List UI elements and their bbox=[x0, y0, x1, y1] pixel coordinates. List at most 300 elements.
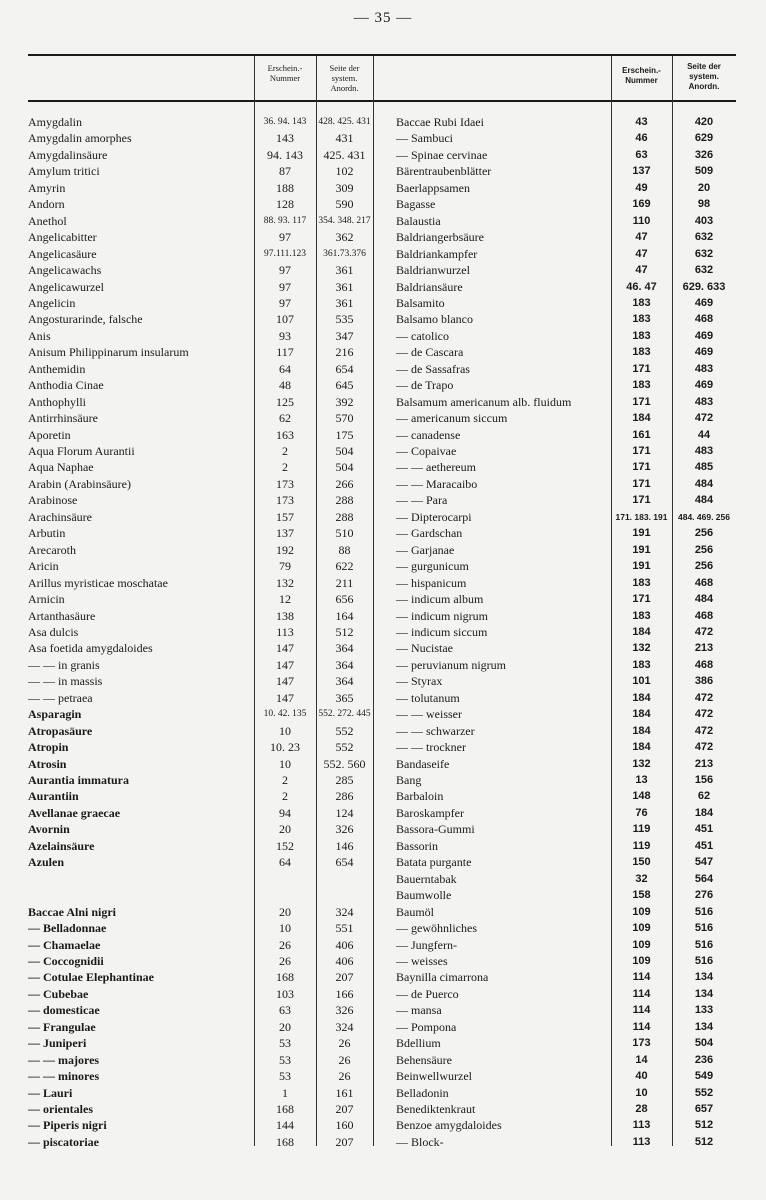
left-seite-header: Seite der system. Anordn. bbox=[329, 63, 360, 93]
entry-seite-number: 484. 469. 256 bbox=[678, 511, 730, 522]
entry-seite-number: 386 bbox=[694, 675, 714, 688]
entry-seite-number: 361.73.376 bbox=[323, 248, 366, 259]
entry-name: — Juniperi bbox=[28, 1036, 87, 1051]
entry-name: — americanum siccum bbox=[396, 411, 508, 426]
entry-erschein-number: 168 bbox=[276, 1102, 294, 1116]
index-entry-row bbox=[0, 772, 766, 788]
entry-seite-number: 484 bbox=[694, 593, 714, 606]
index-entry-row bbox=[0, 394, 766, 410]
left-erschein-header: Erschein.- Nummer bbox=[267, 63, 303, 83]
entry-erschein-number: 158 bbox=[632, 889, 651, 902]
entry-erschein-number: 184 bbox=[632, 724, 651, 737]
entry-seite-number: 504 bbox=[335, 444, 354, 458]
index-entry-row bbox=[0, 459, 766, 475]
entry-name: Angelicin bbox=[28, 295, 76, 310]
entry-erschein-number: 183 bbox=[632, 313, 651, 326]
entry-erschein-number: 40 bbox=[635, 1070, 648, 1083]
entry-name: — indicum nigrum bbox=[396, 608, 488, 623]
entry-erschein-number: 47 bbox=[635, 247, 648, 260]
entry-erschein-number: 49 bbox=[635, 181, 648, 194]
entry-name: — Cubebae bbox=[28, 986, 89, 1001]
entry-erschein-number: 109 bbox=[632, 905, 651, 918]
index-entry-row bbox=[0, 542, 766, 558]
entry-seite-number: 211 bbox=[335, 575, 354, 590]
entry-name: Azelainsäure bbox=[28, 838, 95, 853]
entry-erschein-number: 63 bbox=[635, 148, 648, 161]
entry-name: Beinwellwurzel bbox=[396, 1069, 472, 1084]
entry-erschein-number: 64 bbox=[279, 855, 291, 870]
index-entry-row bbox=[0, 1002, 766, 1018]
entry-seite-number: 622 bbox=[335, 559, 354, 574]
entry-erschein-number: 192 bbox=[276, 542, 294, 557]
entry-seite-number: 362 bbox=[335, 230, 354, 245]
entry-name: — hispanicum bbox=[396, 575, 467, 590]
entry-seite-number: 425. 431 bbox=[323, 147, 366, 162]
index-entry-row bbox=[0, 608, 766, 624]
entry-name: Arbutin bbox=[28, 526, 66, 541]
entry-name: — de Puerco bbox=[396, 986, 459, 1001]
index-entry-row bbox=[0, 788, 766, 804]
entry-name: Barbaloin bbox=[396, 789, 444, 804]
entry-name: — Chamaelae bbox=[28, 937, 101, 952]
entry-name: — — weisser bbox=[396, 707, 462, 722]
entry-erschein-number: 183 bbox=[632, 329, 651, 342]
entry-seite-number: 166 bbox=[335, 986, 354, 1001]
index-entry-row bbox=[0, 1035, 766, 1051]
page-number: — 35 — bbox=[353, 10, 413, 26]
entry-seite-number: 134 bbox=[694, 971, 714, 984]
entry-name: — domesticae bbox=[28, 1003, 100, 1018]
entry-erschein-number: 119 bbox=[632, 823, 651, 836]
entry-name: — — in granis bbox=[28, 657, 100, 672]
index-entry-row bbox=[0, 591, 766, 607]
entry-erschein-number: 93 bbox=[279, 328, 291, 343]
index-entry-row bbox=[0, 690, 766, 706]
entry-seite-number: 354. 348. 217 bbox=[318, 215, 371, 226]
entry-name: — Frangulae bbox=[28, 1019, 96, 1034]
entry-name: Angelicasäure bbox=[28, 246, 97, 261]
entry-name: Balsamito bbox=[396, 295, 445, 310]
entry-erschein-number: 10 bbox=[635, 1086, 648, 1099]
index-entry-row bbox=[0, 904, 766, 920]
entry-name: — orientales bbox=[28, 1102, 93, 1116]
entry-seite-number: 213 bbox=[694, 642, 714, 655]
entry-seite-number: 512 bbox=[694, 1135, 714, 1148]
index-entry-row bbox=[0, 196, 766, 212]
entry-seite-number: 102 bbox=[335, 164, 354, 179]
index-entry-row bbox=[0, 130, 766, 146]
entry-name: — Sambuci bbox=[396, 131, 453, 146]
entry-name: — — schwarzer bbox=[396, 723, 475, 738]
index-entry-row bbox=[0, 1068, 766, 1084]
index-entry-row bbox=[0, 262, 766, 278]
entry-name: Amyrin bbox=[28, 180, 66, 195]
entry-seite-number: 590 bbox=[335, 197, 354, 212]
right-seite-header: Seite der system. Anordn. bbox=[687, 62, 721, 91]
entry-seite-number: 364 bbox=[335, 657, 354, 672]
entry-erschein-number: 171 bbox=[632, 461, 651, 474]
entry-name: — Lauri bbox=[28, 1085, 73, 1100]
entry-name: Aricin bbox=[28, 559, 59, 574]
entry-erschein-number: 113 bbox=[276, 624, 294, 639]
entry-seite-number: 406 bbox=[335, 953, 354, 968]
entry-erschein-number: 63 bbox=[279, 1003, 291, 1018]
entry-name: — Belladonnae bbox=[28, 921, 107, 936]
entry-name: Aporetin bbox=[28, 427, 71, 442]
entry-seite-number: 347 bbox=[335, 328, 354, 343]
entry-seite-number: 547 bbox=[694, 856, 714, 869]
entry-erschein-number: 110 bbox=[632, 214, 651, 227]
entry-erschein-number: 1 bbox=[282, 1085, 288, 1100]
entry-seite-number: 468 bbox=[694, 658, 714, 671]
entry-seite-number: 632 bbox=[694, 264, 714, 277]
index-entry-row bbox=[0, 953, 766, 969]
entry-name: — — Para bbox=[396, 493, 448, 508]
entry-name: Aqua Naphae bbox=[28, 460, 94, 475]
entry-seite-number: 276 bbox=[694, 889, 714, 902]
entry-name: — Copaivae bbox=[396, 444, 457, 458]
entry-name: Amygdalin bbox=[28, 115, 82, 129]
entry-seite-number: 213 bbox=[694, 757, 714, 770]
entry-name: Artanthasäure bbox=[28, 608, 96, 623]
entry-erschein-number: 97 bbox=[279, 295, 291, 310]
entry-seite-number: 468 bbox=[694, 313, 714, 326]
entry-seite-number: 286 bbox=[335, 789, 354, 804]
index-entry-row bbox=[0, 344, 766, 360]
entry-erschein-number: 147 bbox=[276, 657, 294, 672]
right-erschein-header: Erschein.- Nummer bbox=[622, 66, 661, 85]
entry-seite-number: 98 bbox=[697, 198, 711, 211]
entry-seite-number: 256 bbox=[694, 527, 714, 540]
entry-name: Baumöl bbox=[396, 904, 434, 919]
entry-name: Anethol bbox=[28, 213, 67, 228]
entry-erschein-number: 171 bbox=[632, 477, 651, 490]
entry-name: Balsamum americanum alb. fluidum bbox=[396, 394, 572, 409]
entry-name: — Nucistae bbox=[396, 641, 453, 656]
entry-erschein-number: 10. 42. 135 bbox=[263, 709, 307, 720]
entry-seite-number: 288 bbox=[335, 509, 354, 524]
index-entry-row bbox=[0, 723, 766, 739]
entry-name: — Jungfern- bbox=[396, 937, 457, 952]
entry-erschein-number: 46. 47 bbox=[626, 280, 657, 293]
entry-erschein-number: 147 bbox=[276, 641, 294, 656]
index-entry-row bbox=[0, 377, 766, 393]
entry-erschein-number: 171 bbox=[632, 494, 651, 507]
index-entry-row bbox=[0, 410, 766, 426]
entry-name: Angelicabitter bbox=[28, 230, 97, 245]
header-rule bbox=[28, 100, 736, 102]
entry-name: Baldriankampfer bbox=[396, 246, 478, 261]
entry-erschein-number: 163 bbox=[276, 427, 294, 442]
entry-erschein-number: 2 bbox=[282, 460, 288, 475]
entry-name: — — minores bbox=[28, 1069, 100, 1084]
entry-seite-number: 324 bbox=[335, 1019, 354, 1034]
entry-erschein-number: 47 bbox=[635, 231, 648, 244]
entry-name: — de Sassafras bbox=[396, 361, 470, 376]
entry-seite-number: 20 bbox=[697, 181, 711, 194]
entry-erschein-number: 28 bbox=[635, 1103, 648, 1115]
index-entry-row bbox=[0, 887, 766, 903]
entry-name: Arachinsäure bbox=[28, 509, 92, 524]
entry-seite-number: 207 bbox=[335, 1102, 354, 1116]
entry-seite-number: 469 bbox=[694, 296, 714, 309]
entry-seite-number: 156 bbox=[694, 774, 714, 786]
entry-name: Aurantia immatura bbox=[28, 773, 129, 787]
index-entry-row bbox=[0, 838, 766, 854]
entry-erschein-number: 2 bbox=[282, 789, 288, 804]
entry-erschein-number: 157 bbox=[276, 509, 294, 524]
entry-erschein-number: 64 bbox=[279, 361, 291, 376]
entry-erschein-number: 183 bbox=[632, 346, 651, 359]
top-rule bbox=[28, 54, 736, 56]
index-entry-row bbox=[0, 986, 766, 1002]
index-entry-row bbox=[0, 756, 766, 772]
entry-erschein-number: 161 bbox=[632, 428, 651, 441]
entry-seite-number: 656 bbox=[335, 592, 354, 607]
entry-seite-number: 570 bbox=[335, 411, 354, 426]
entry-name: Amygdalin amorphes bbox=[28, 131, 132, 146]
entry-name: Bassora-Gummi bbox=[396, 822, 475, 837]
entry-erschein-number: 10. 23 bbox=[270, 740, 300, 755]
entry-name: — Garjanae bbox=[396, 542, 455, 557]
entry-erschein-number: 47 bbox=[635, 264, 648, 277]
entry-erschein-number: 20 bbox=[279, 1019, 291, 1034]
entry-erschein-number: 88. 93. 117 bbox=[263, 215, 307, 226]
index-entry-row bbox=[0, 854, 766, 870]
entry-seite-number: 484 bbox=[694, 477, 714, 490]
entry-seite-number: 512 bbox=[335, 624, 354, 639]
entry-name: Andorn bbox=[28, 197, 65, 212]
entry-erschein-number: 183 bbox=[632, 296, 651, 309]
entry-name: Benediktenkraut bbox=[396, 1102, 476, 1116]
entry-name: Arecaroth bbox=[28, 542, 76, 557]
entry-seite-number: 472 bbox=[694, 724, 714, 737]
entry-name: Baerlappsamen bbox=[396, 180, 470, 195]
entry-seite-number: 469 bbox=[694, 379, 714, 392]
index-entry-row bbox=[0, 147, 766, 163]
entry-erschein-number: 97.111.123 bbox=[263, 248, 307, 259]
entry-erschein-number: 46 bbox=[635, 132, 648, 145]
entry-seite-number: 504 bbox=[335, 460, 354, 475]
index-entry-row bbox=[0, 509, 766, 525]
entry-seite-number: 516 bbox=[694, 938, 714, 951]
entry-seite-number: 552. 272. 445 bbox=[318, 709, 371, 720]
entry-seite-number: 632 bbox=[694, 231, 714, 244]
entry-seite-number: 184 bbox=[694, 806, 714, 819]
entry-name: — Gardschan bbox=[396, 526, 463, 541]
entry-erschein-number: 143 bbox=[276, 131, 294, 146]
index-entry-row bbox=[0, 525, 766, 541]
entry-seite-number: 88 bbox=[338, 542, 351, 557]
entry-erschein-number: 32 bbox=[635, 872, 648, 885]
entry-seite-number: 266 bbox=[335, 476, 354, 491]
entry-erschein-number: 62 bbox=[279, 411, 291, 426]
entry-erschein-number: 168 bbox=[276, 970, 294, 985]
index-entry-row bbox=[0, 1101, 766, 1117]
entry-name: — Dipterocarpi bbox=[396, 509, 472, 524]
entry-erschein-number: 97 bbox=[279, 263, 291, 278]
index-entry-row bbox=[0, 443, 766, 459]
entry-seite-number: 324 bbox=[335, 904, 354, 919]
entry-seite-number: 504 bbox=[694, 1037, 714, 1050]
entry-seite-number: 632 bbox=[694, 247, 714, 260]
entry-seite-number: 472 bbox=[694, 691, 714, 704]
entry-seite-number: 175 bbox=[335, 427, 354, 442]
index-entry-row bbox=[0, 246, 766, 262]
entry-name: Aqua Florum Aurantii bbox=[28, 444, 135, 458]
entry-seite-number: 516 bbox=[694, 905, 714, 918]
entry-name: Baccae Alni nigri bbox=[28, 904, 116, 919]
entry-erschein-number: 184 bbox=[632, 708, 651, 721]
entry-erschein-number: 113 bbox=[632, 1135, 651, 1148]
entry-erschein-number: 169 bbox=[632, 198, 651, 211]
entry-name: Bagasse bbox=[396, 197, 436, 212]
entry-name: Batata purgante bbox=[396, 855, 472, 870]
entry-erschein-number: 137 bbox=[276, 526, 294, 541]
entry-name: Avellanae graecae bbox=[28, 805, 121, 820]
entry-seite-number: 552 bbox=[694, 1086, 714, 1099]
entry-name: — — in massis bbox=[28, 674, 103, 689]
entry-seite-number: 26 bbox=[338, 1069, 351, 1084]
entry-erschein-number: 184 bbox=[632, 741, 651, 754]
entry-name: Bandaseife bbox=[396, 756, 450, 771]
entry-erschein-number: 26 bbox=[279, 937, 291, 952]
entry-erschein-number: 113 bbox=[632, 1119, 651, 1132]
entry-name: Angosturarinde, falsche bbox=[28, 312, 143, 327]
index-entry-row bbox=[0, 673, 766, 689]
entry-name: — indicum siccum bbox=[396, 624, 488, 639]
entry-seite-number: 309 bbox=[335, 180, 354, 195]
entry-erschein-number: 119 bbox=[632, 839, 651, 852]
entry-name: Antirrhinsäure bbox=[28, 411, 98, 426]
entry-seite-number: 216 bbox=[335, 345, 354, 360]
entry-name: Baldriansäure bbox=[396, 279, 463, 294]
entry-erschein-number: 109 bbox=[632, 938, 651, 951]
entry-erschein-number: 191 bbox=[632, 560, 651, 573]
index-entry-row bbox=[0, 805, 766, 821]
entry-seite-number: 428. 425. 431 bbox=[318, 117, 371, 127]
entry-erschein-number: 184 bbox=[632, 691, 651, 704]
entry-erschein-number: 12 bbox=[279, 592, 291, 607]
entry-name: Arabin (Arabinsäure) bbox=[28, 476, 131, 491]
entry-erschein-number: 147 bbox=[276, 674, 294, 689]
index-entry-row bbox=[0, 114, 766, 130]
index-entry-row bbox=[0, 476, 766, 492]
index-entry-row bbox=[0, 163, 766, 179]
entry-name: — de Cascara bbox=[396, 345, 464, 360]
entry-name: Amygdalinsäure bbox=[28, 147, 108, 162]
entry-seite-number: 406 bbox=[335, 937, 354, 952]
entry-name: — Cotulae Elephantinae bbox=[28, 970, 155, 985]
entry-seite-number: 361 bbox=[335, 295, 354, 310]
entry-seite-number: 420 bbox=[694, 116, 714, 128]
entry-seite-number: 472 bbox=[694, 625, 714, 638]
entry-erschein-number: 173 bbox=[276, 476, 294, 491]
entry-erschein-number: 171 bbox=[632, 362, 651, 375]
entry-seite-number: 654 bbox=[335, 855, 354, 870]
entry-seite-number: 326 bbox=[694, 148, 714, 161]
index-entry-row bbox=[0, 229, 766, 245]
entry-erschein-number: 138 bbox=[276, 608, 294, 623]
entry-name: Asa foetida amygdaloides bbox=[28, 641, 153, 656]
entry-seite-number: 552 bbox=[335, 723, 354, 738]
entry-name: Arillus myristicae moschatae bbox=[28, 575, 168, 590]
entry-seite-number: 326 bbox=[335, 822, 354, 837]
entry-name: — peruvianum nigrum bbox=[396, 657, 506, 672]
entry-erschein-number: 2 bbox=[282, 444, 288, 458]
entry-seite-number: 256 bbox=[694, 543, 714, 556]
entry-seite-number: 403 bbox=[694, 214, 714, 227]
entry-seite-number: 133 bbox=[694, 1004, 714, 1017]
entry-name: — Piperis nigri bbox=[28, 1118, 107, 1133]
entry-name: Angelicawurzel bbox=[28, 279, 104, 294]
entry-erschein-number: 137 bbox=[632, 165, 651, 178]
entry-name: Baynilla cimarrona bbox=[396, 970, 489, 985]
entry-seite-number: 288 bbox=[335, 493, 354, 508]
index-entry-row bbox=[0, 427, 766, 443]
entry-erschein-number: 183 bbox=[632, 658, 651, 671]
entry-seite-number: 392 bbox=[335, 394, 354, 409]
entry-name: Benzoe amygdaloides bbox=[396, 1118, 502, 1133]
entry-seite-number: 483 bbox=[694, 362, 714, 375]
entry-seite-number: 535 bbox=[335, 312, 354, 327]
entry-seite-number: 629. 633 bbox=[682, 280, 726, 293]
entry-name: Baroskampfer bbox=[396, 805, 464, 820]
entry-erschein-number: 10 bbox=[279, 723, 291, 738]
entry-seite-number: 44 bbox=[697, 428, 711, 441]
entry-seite-number: 164 bbox=[335, 608, 354, 623]
entry-seite-number: 134 bbox=[694, 1020, 714, 1033]
entry-seite-number: 365 bbox=[335, 690, 354, 705]
entry-seite-number: 472 bbox=[694, 412, 714, 425]
entry-seite-number: 472 bbox=[694, 708, 714, 721]
entry-name: Bassorin bbox=[396, 838, 438, 853]
entry-seite-number: 134 bbox=[694, 987, 714, 1000]
index-entry-row bbox=[0, 1117, 766, 1133]
entry-name: Arabinose bbox=[28, 493, 78, 508]
entry-seite-number: 469 bbox=[694, 346, 714, 359]
entry-seite-number: 468 bbox=[694, 576, 714, 589]
index-entry-row bbox=[0, 1085, 766, 1101]
entry-seite-number: 326 bbox=[335, 1003, 354, 1018]
entry-seite-number: 161 bbox=[335, 1085, 354, 1100]
entry-seite-number: 431 bbox=[335, 131, 354, 146]
entry-seite-number: 629 bbox=[694, 132, 714, 145]
entry-erschein-number: 94 bbox=[279, 805, 291, 820]
entry-name: Azulen bbox=[28, 855, 64, 870]
entry-erschein-number: 109 bbox=[632, 954, 651, 967]
entry-name: — Styrax bbox=[396, 674, 443, 689]
entry-erschein-number: 150 bbox=[632, 856, 651, 869]
entry-erschein-number: 76 bbox=[635, 806, 648, 819]
entry-erschein-number: 173 bbox=[632, 1037, 651, 1050]
entry-erschein-number: 132 bbox=[276, 575, 294, 590]
entry-name: Balaustia bbox=[396, 213, 441, 228]
entry-seite-number: 510 bbox=[335, 526, 354, 541]
entry-erschein-number: 148 bbox=[632, 790, 651, 803]
entry-erschein-number: 171. 183. 191 bbox=[615, 511, 668, 522]
entry-name: — — trockner bbox=[396, 740, 466, 755]
entry-name: — canadense bbox=[396, 427, 461, 442]
entry-name: — weisses bbox=[396, 953, 448, 968]
index-entry-row bbox=[0, 492, 766, 508]
entry-erschein-number: 14 bbox=[635, 1053, 648, 1066]
entry-seite-number: 451 bbox=[694, 823, 714, 836]
entry-seite-number: 509 bbox=[694, 165, 714, 178]
entry-erschein-number: 87 bbox=[279, 164, 291, 179]
index-entry-row bbox=[0, 279, 766, 295]
entry-name: — — majores bbox=[28, 1052, 100, 1067]
